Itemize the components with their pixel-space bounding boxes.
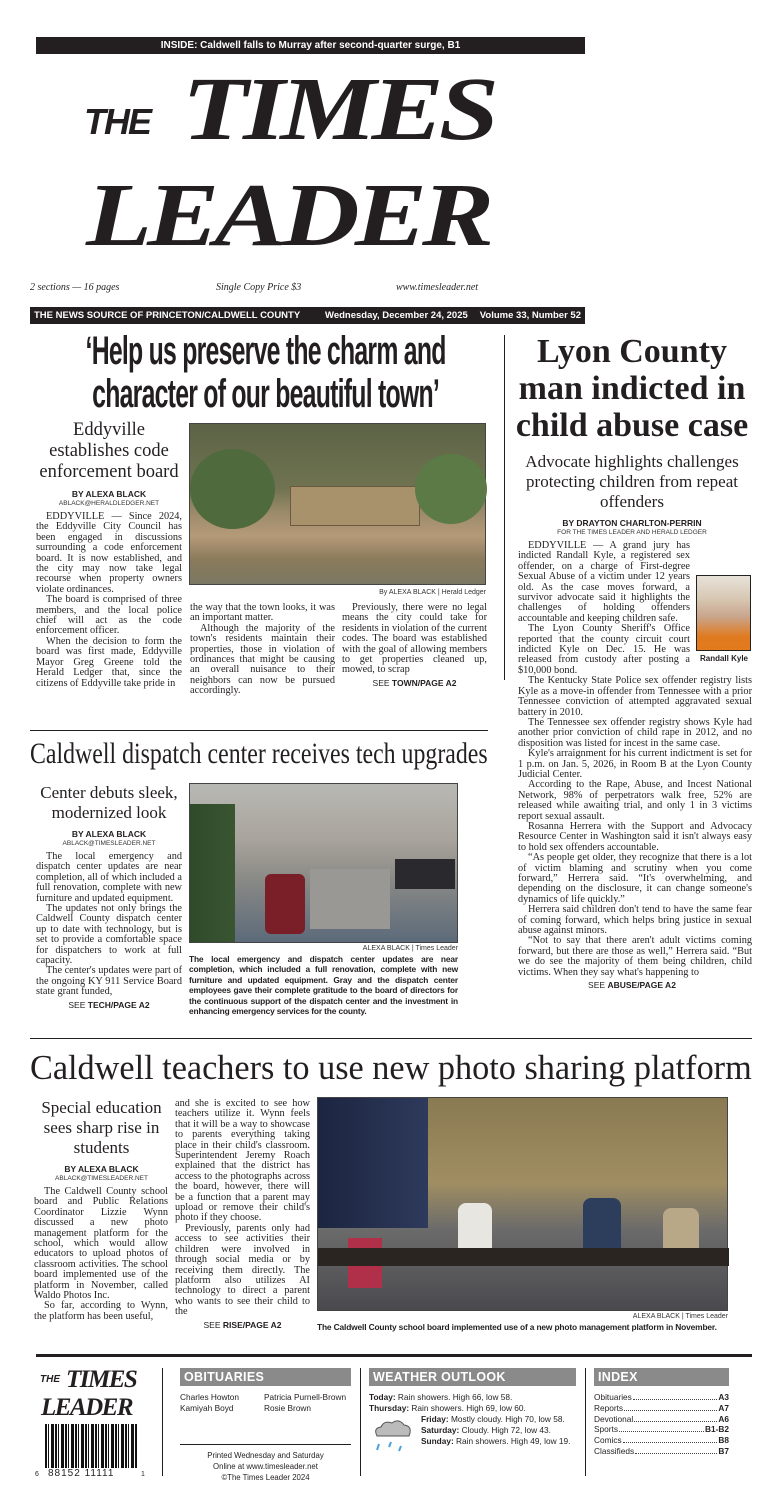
story4-byline: BY ALEXA BLACK bbox=[64, 1164, 139, 1174]
story2-body bbox=[518, 541, 752, 978]
website-link[interactable]: www.timesleader.net bbox=[396, 282, 479, 293]
obituary-name[interactable]: Patricia Purnell-Brown bbox=[264, 1392, 347, 1402]
story3-left-column bbox=[34, 783, 184, 1011]
see-label: SEE bbox=[372, 677, 390, 688]
section-divider bbox=[30, 730, 488, 731]
footer-divider bbox=[585, 1368, 586, 1476]
index-item[interactable] bbox=[594, 1403, 729, 1414]
obituaries-box bbox=[180, 1368, 351, 1483]
rain-cloud-icon bbox=[371, 1418, 415, 1458]
story2-affiliation: FOR THE TIMES LEADER AND HERALD LEDGER bbox=[557, 529, 707, 536]
index-page: B1-B2 bbox=[705, 1424, 729, 1435]
leader-dots bbox=[624, 1410, 717, 1411]
online-link[interactable]: Online at www.timesleader.net bbox=[213, 1462, 318, 1471]
story1-jump-link[interactable] bbox=[342, 678, 487, 689]
index-page: A6 bbox=[718, 1413, 729, 1424]
story1-column-3 bbox=[342, 603, 487, 676]
paragraph: When the decision to form the board was first made, Eddyville Mayor Greg Greene told the Herald Ledger that, since the citizens of Eddyville take pride in bbox=[36, 635, 182, 689]
story1-left-column bbox=[34, 420, 184, 689]
story1-headline[interactable]: ‘Help us preserve the charm and character of our beautiful town’ bbox=[85, 329, 446, 416]
story3-email[interactable]: ABLACK@TIMESLEADER.NET bbox=[62, 840, 156, 847]
story2-headline[interactable]: Lyon County man indicted in child abuse case bbox=[515, 333, 749, 444]
price: Single Copy Price $3 bbox=[216, 282, 302, 293]
barcode bbox=[45, 1424, 137, 1468]
footer-divider bbox=[360, 1368, 361, 1476]
story3-body bbox=[36, 852, 182, 998]
story1-column-1 bbox=[36, 512, 182, 689]
story4-left-column bbox=[33, 1098, 170, 1322]
story4-photo-credit: ALEXA BLACK | Times Leader bbox=[632, 1313, 728, 1320]
jump-page: TOWN/PAGE A2 bbox=[391, 677, 457, 688]
story4-headline[interactable]: Caldwell teachers to use new photo sharing platform bbox=[30, 1048, 752, 1087]
section-divider bbox=[30, 1038, 752, 1039]
randall-kyle-mugshot bbox=[696, 575, 752, 667]
index-label: Devotional bbox=[594, 1413, 634, 1424]
jump-page: TECH/PAGE A2 bbox=[87, 999, 150, 1010]
story4-deck: Special education sees sharp rise in students bbox=[41, 1098, 162, 1157]
inside-teaser[interactable]: INSIDE: Caldwell falls to Murray after second-quarter surge, B1 bbox=[36, 37, 585, 54]
story3-byline: BY ALEXA BLACK bbox=[71, 829, 147, 839]
story3-headline[interactable]: Caldwell dispatch center receives tech upgrades bbox=[30, 737, 488, 770]
dateline-banner bbox=[30, 307, 585, 324]
masthead-logo: THE TIMES LEADER bbox=[84, 60, 495, 265]
forecast-today: Today: Rain showers. High 66, low 58. bbox=[369, 1392, 513, 1402]
story4-caption: The Caldwell County school board implemented use of a new photo management platform in November. bbox=[317, 1322, 717, 1332]
index-label: Obituaries bbox=[594, 1392, 632, 1402]
index-item[interactable] bbox=[594, 1435, 729, 1446]
forecast-thursday: Thursday: Rain showers. High 69, low 60. bbox=[369, 1403, 526, 1413]
paragraph: The center's updates were part of the ongoing KY 911 Service Board state grant funded, bbox=[36, 965, 182, 998]
story2-column bbox=[510, 333, 754, 991]
barcode-digits: 6 88152 11111 1 bbox=[35, 1468, 145, 1479]
leader-dots bbox=[619, 1431, 704, 1432]
obituary-name[interactable]: Charles Howton bbox=[180, 1392, 240, 1402]
dispatch-center-photo bbox=[189, 783, 458, 943]
story1-byline: BY ALEXA BLACK bbox=[71, 489, 147, 499]
paragraph: Previously, parents only had access to see activities their children were involved in through social media or by receiving them directly. The platform also utilizes AI technology to direct a parent who wants to see their child to the bbox=[175, 1222, 310, 1318]
column-divider bbox=[504, 335, 505, 680]
paragraph: Previously, there were no legal means the city could take for residents in violation of the current codes. The board was established with the goal of allowing members to get properties cleaned up, mowed, to scrap bbox=[342, 602, 487, 676]
paragraph: Herrera said children don't tend to have the same fear of coming forward, which helps bring justice in sexual abuse against minors. bbox=[518, 904, 752, 937]
index-label: Comics bbox=[594, 1435, 622, 1446]
paragraph: Kyle's arraignment for his current indictment is set for 1 p.m. on Jan. 5, 2026, in Room B at the Lyon County Judicial Center. bbox=[518, 748, 752, 780]
paragraph: Although the majority of the town's residents maintain their properties, those in violation of ordinances that might be causing an overall nuisance to their neighbors can now be pursued accordingly. bbox=[190, 622, 335, 697]
print-schedule: Printed Wednesday and Saturday bbox=[207, 1451, 324, 1460]
obituary-name[interactable]: Kamiyah Boyd bbox=[180, 1403, 234, 1413]
index-heading: INDEX bbox=[594, 1368, 729, 1386]
index-box bbox=[594, 1368, 729, 1457]
index-label: Classifieds bbox=[594, 1445, 635, 1456]
paragraph: Rosanna Herrera with the Support and Advocacy Resource Center in Washington said it isn't always easy to hold sex offenders accountable. bbox=[518, 820, 752, 853]
story4-column-2-wrap bbox=[175, 1099, 310, 1331]
story3-caption: The local emergency and dispatch center updates are near completion, which included a full renovation, complete with new furniture and updated equipment. Gray and the dispatch center employees gave their complete gratitude to the board of directors for the continuous support of the dispatch center and the investment in enhancing emergency services for the county. bbox=[189, 954, 458, 1017]
weather-heading: WEATHER OUTLOOK bbox=[369, 1368, 576, 1386]
mugshot-caption: Randall Kyle bbox=[699, 654, 748, 663]
paragraph: The Kentucky State Police sex offender registry lists Kyle as a move-in offender from Tennessee with a prior Tennessee conviction of attempted aggravated sexual battery in 2010. bbox=[518, 675, 752, 718]
paragraph: According to the Rape, Abuse, and Incest National Network, 98% of perpetrators walk free, 52% are released while awaiting trial, and only 1 in 3 victims report sexual assault. bbox=[518, 779, 752, 822]
index-page: B8 bbox=[718, 1435, 729, 1446]
volume-number: Volume 33, Number 52 bbox=[479, 310, 581, 321]
story3-photo-credit: ALEXA BLACK | Times Leader bbox=[362, 945, 458, 952]
story3-jump-link[interactable] bbox=[34, 1000, 184, 1011]
leader-dots bbox=[623, 1442, 718, 1443]
paragraph: the way that the town looks, it was an important matter. bbox=[190, 602, 335, 624]
forecast-sunday: Sunday: Rain showers. High 49, low 19. bbox=[421, 1436, 571, 1446]
index-page: A3 bbox=[718, 1392, 729, 1402]
section-count: 2 sections — 16 pages bbox=[30, 282, 120, 293]
paragraph: EDDYVILLE — A grand jury has indicted Randall Kyle, a registered sex offender, on a charge of First-degree Sexual Abuse of a victim under 12 years old. As the case moves forward, a survivor advocate said it highlights the challenges of holding offenders accountable and keeping children safe. bbox=[518, 540, 690, 624]
story1-column-3-wrap bbox=[342, 603, 487, 689]
index-item[interactable] bbox=[594, 1424, 729, 1435]
forecast-saturday: Saturday: Cloudy. High 72, low 43. bbox=[421, 1425, 551, 1435]
paragraph: The local emergency and dispatch center updates are near completion, all of which included a full renovation, complete with new furniture and updated equipment. bbox=[36, 851, 182, 904]
story1-column-2 bbox=[190, 603, 335, 697]
tagline: THE NEWS SOURCE OF PRINCETON/CALDWELL COUNTY bbox=[34, 310, 301, 321]
index-page: B7 bbox=[718, 1445, 729, 1456]
footer-divider bbox=[36, 1354, 752, 1357]
index-label: Sports bbox=[594, 1424, 618, 1435]
eddyville-sign-photo bbox=[189, 423, 486, 585]
forecast-friday: Friday: Mostly cloudy. High 70, low 58. bbox=[421, 1414, 565, 1424]
see-label: SEE bbox=[588, 980, 606, 991]
paragraph: EDDYVILLE — Since 2024, the Eddyville City Council has been engaged in discussions surrounding a code enforcement board. It is now established, and the city may now take legal recourse when property owners violate ordinances. bbox=[36, 511, 182, 595]
paragraph: The Tennessee sex offender registry shows Kyle had another prior conviction of child rape in 2012, and no disposition was listed for incest in the same case. bbox=[518, 716, 752, 749]
story4-column-1 bbox=[34, 1187, 168, 1322]
paragraph: The updates not only brings the Caldwell County dispatch center up to date with technology, but is set to provide a comfortable space for dispatchers to work at full capacity. bbox=[36, 903, 182, 967]
obituaries-heading: OBITUARIES bbox=[180, 1368, 351, 1386]
footer-divider bbox=[162, 1368, 163, 1476]
index-item[interactable] bbox=[594, 1414, 729, 1425]
paragraph: So far, according to Wynn, the platform has been useful, bbox=[34, 1300, 168, 1322]
weather-box bbox=[369, 1368, 576, 1472]
paragraph: and she is excited to see how teachers utilize it. Wynn feels that it will be a way to showcase to parents everything taking place in their child's classroom. Superintendent Jeremy Roach explained that the district has access to the photographs across the board, however, there will be a function that a parent may upload or remove their child's photo if they choose. bbox=[175, 1098, 310, 1224]
jump-page: ABUSE/PAGE A2 bbox=[607, 980, 676, 991]
story1-email[interactable]: ABLACK@HERALDLEDGER.NET bbox=[58, 500, 160, 507]
obituary-name[interactable]: Rosie Brown bbox=[264, 1403, 312, 1413]
jump-page: RISE/PAGE A2 bbox=[222, 1319, 282, 1330]
issue-date: Wednesday, December 24, 2025 bbox=[325, 310, 468, 321]
story3-deck: Center debuts sleek, modernized look bbox=[40, 783, 178, 822]
story4-email[interactable]: ABLACK@TIMESLEADER.NET bbox=[55, 1175, 148, 1182]
leader-dots bbox=[634, 1421, 717, 1422]
leader-dots bbox=[635, 1453, 717, 1454]
story4-column-2 bbox=[175, 1099, 310, 1318]
see-label: SEE bbox=[68, 999, 86, 1010]
story1-photo-credit: By ALEXA BLACK | Herald Ledger bbox=[379, 589, 486, 596]
story1-deck: Eddyville establishes code enforcement board bbox=[39, 420, 179, 482]
story2-byline: BY DRAYTON CHARLTON-PERRIN bbox=[562, 518, 702, 528]
index-item[interactable] bbox=[594, 1446, 729, 1457]
copyright: ©The Times Leader 2024 bbox=[221, 1473, 310, 1482]
footer-logo: THE TIMES LEADER bbox=[40, 1366, 137, 1421]
paragraph: The board is comprised of three members, and the local police chief will act as the code enforcement officer. bbox=[36, 594, 182, 637]
story4-jump-link[interactable] bbox=[175, 1320, 310, 1331]
paragraph: “As people get older, they recognize that there is a lot of victim blaming and scrutiny when you come forward,” Herrera said. “It's overwhelming, and depending on the disclosure, it can change someone's dynamics of life quickly.” bbox=[518, 852, 752, 905]
paragraph: “Not to say that there aren't adult victims coming forward, but there are those as well,” Herrera said. “But we do see the majority of them being children, child victims. When they say what's happening to bbox=[518, 935, 752, 978]
index-item[interactable] bbox=[594, 1392, 729, 1403]
story2-jump-link[interactable] bbox=[510, 980, 754, 991]
story2-deck: Advocate highlights challenges protecting children from repeat offenders bbox=[525, 452, 739, 511]
leader-dots bbox=[633, 1399, 718, 1400]
see-label: SEE bbox=[203, 1319, 221, 1330]
paragraph: The Lyon County Sheriff's Office reported that the county circuit court indicted Kyle on Dec. 15. He was released from custody after posting a $10,000 bond. bbox=[518, 623, 690, 676]
paragraph: The Caldwell County school board and Public Relations Coordinator Lizzie Wynn discussed a new photo management platform for the school, which would allow educators to upload photos of classroom activities. The school board implemented use of the platform in November, called Waldo Photos Inc. bbox=[34, 1186, 168, 1302]
index-page: A7 bbox=[718, 1402, 729, 1413]
school-board-meeting-photo bbox=[317, 1097, 728, 1311]
index-label: Reports bbox=[594, 1402, 624, 1413]
